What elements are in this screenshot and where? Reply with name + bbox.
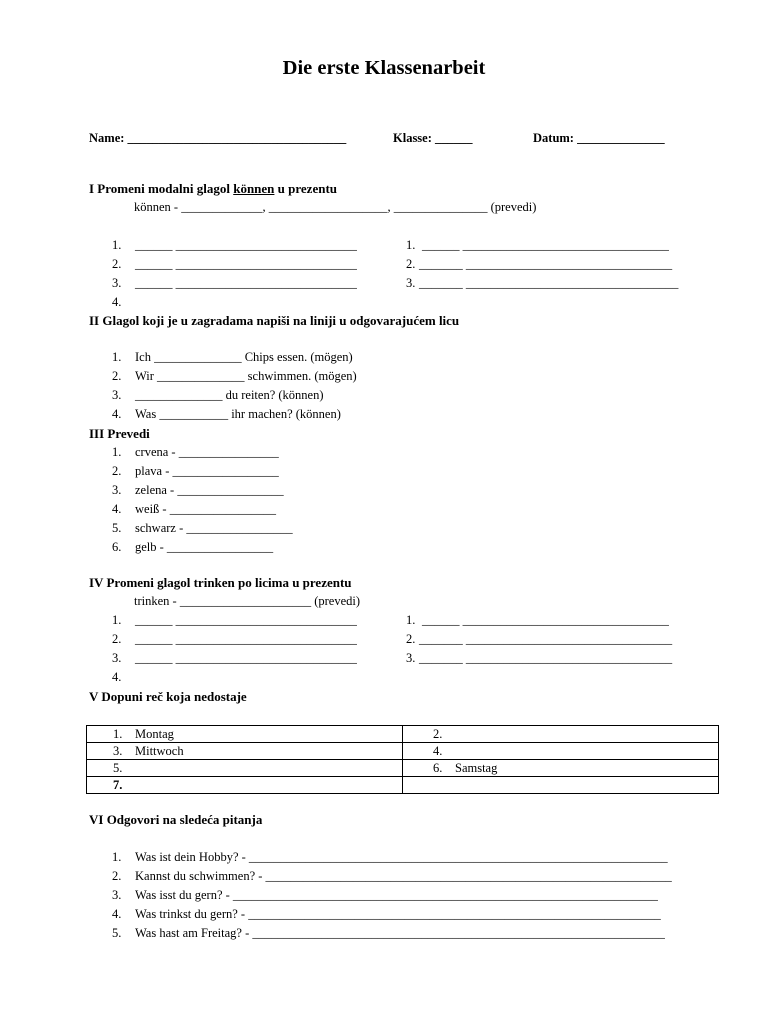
- section-6-heading: VI Odgovori na sledeća pitanja: [89, 812, 263, 827]
- list-item[interactable]: 2. _______ _________________________________: [406, 632, 673, 646]
- list-item[interactable]: 1. ______ _____________________________: [112, 238, 357, 252]
- table-cell[interactable]: 3. Mittwoch: [87, 743, 403, 760]
- list-item[interactable]: 3. zelena - _________________: [112, 483, 284, 497]
- datum-field[interactable]: Datum: ______________: [533, 131, 665, 145]
- section-1-left-list: [112, 238, 357, 314]
- list-item[interactable]: 1. ______ _________________________________: [406, 238, 669, 252]
- name-field[interactable]: Name: ___________________________________: [89, 131, 347, 145]
- klasse-field[interactable]: Klasse: ______: [393, 131, 473, 145]
- list-item[interactable]: 3. Was isst du gern? - ____________________________________________________________________: [112, 888, 658, 902]
- list-item[interactable]: 5. Was hast am Freitag? - __________________________________________________________________: [112, 926, 665, 940]
- list-item[interactable]: 3. _______ _________________________________: [406, 651, 673, 665]
- section-2-heading: II Glagol koji je u zagradama napiši na liniji u odgovarajućem licu: [89, 313, 460, 328]
- list-item[interactable]: 2. ______ _____________________________: [112, 632, 357, 646]
- section-1-right-list: [406, 238, 678, 295]
- days-table: [86, 725, 719, 794]
- list-item[interactable]: 1. ______ _____________________________: [112, 613, 357, 627]
- list-item[interactable]: 4.: [112, 295, 122, 309]
- section-1-heading-post: u prezentu: [274, 181, 338, 196]
- list-item[interactable]: 3. ______________ du reiten? (können): [112, 388, 324, 402]
- list-item[interactable]: 1. Ich ______________ Chips essen. (mögen): [112, 350, 353, 364]
- table-cell[interactable]: 5.: [87, 760, 403, 777]
- list-item[interactable]: 2. ______ _____________________________: [112, 257, 357, 271]
- list-item[interactable]: 2. plava - _________________: [112, 464, 279, 478]
- list-item[interactable]: 1. crvena - ________________: [112, 445, 279, 459]
- table-cell[interactable]: 2.: [403, 726, 719, 743]
- page-title: Die erste Klassenarbeit: [282, 57, 486, 79]
- section-3-heading: III Prevedi: [89, 426, 150, 441]
- section-1-heading-pre: I Promeni modalni glagol: [89, 181, 234, 196]
- list-item[interactable]: 6. gelb - _________________: [112, 540, 274, 554]
- table-row: [87, 743, 719, 760]
- table-cell[interactable]: 6. Samstag: [403, 760, 719, 777]
- table-cell[interactable]: 4.: [403, 743, 719, 760]
- section-4-left-list: [112, 613, 357, 689]
- list-item[interactable]: 4. weiß - _________________: [112, 502, 276, 516]
- section-1-verb-line[interactable]: können - _____________, ___________________, _______________ (prevedi): [134, 200, 537, 214]
- list-item[interactable]: 1. ______ _________________________________: [406, 613, 669, 627]
- section-4-heading: IV Promeni glagol trinken po licima u prezentu: [89, 575, 352, 590]
- table-row: [87, 777, 719, 794]
- table-row: [87, 760, 719, 777]
- section-1-heading: [89, 181, 337, 197]
- list-item[interactable]: 4.: [112, 670, 122, 684]
- list-item[interactable]: 2. _______ _________________________________: [406, 257, 673, 271]
- list-item[interactable]: 3. ______ _____________________________: [112, 276, 357, 290]
- list-item[interactable]: 2. Wir ______________ schwimmen. (mögen): [112, 369, 357, 383]
- list-item[interactable]: 4. Was ___________ ihr machen? (können): [112, 407, 341, 421]
- list-item[interactable]: 1. Was ist dein Hobby? - ___________________________________________________________________: [112, 850, 668, 864]
- section-5-heading: V Dopuni reč koja nedostaje: [89, 689, 247, 704]
- section-6-list: [112, 850, 672, 945]
- section-1-heading-verb: können: [233, 181, 275, 196]
- table-cell[interactable]: [403, 777, 719, 794]
- table-row: [87, 726, 719, 743]
- list-item[interactable]: 3. _______ __________________________________: [406, 276, 679, 290]
- section-2-list: [112, 350, 357, 426]
- list-item[interactable]: 3. ______ _____________________________: [112, 651, 357, 665]
- section-4-verb-line[interactable]: trinken - _____________________ (prevedi): [134, 594, 361, 608]
- section-3-list: [112, 445, 293, 559]
- list-item[interactable]: 4. Was trinkst du gern? - __________________________________________________________________: [112, 907, 661, 921]
- section-4-right-list: [406, 613, 672, 670]
- list-item[interactable]: 5. schwarz - _________________: [112, 521, 293, 535]
- table-cell[interactable]: 1. Montag: [87, 726, 403, 743]
- list-item[interactable]: 2. Kannst du schwimmen? - _________________________________________________________________: [112, 869, 672, 883]
- table-cell[interactable]: 7.: [87, 777, 403, 794]
